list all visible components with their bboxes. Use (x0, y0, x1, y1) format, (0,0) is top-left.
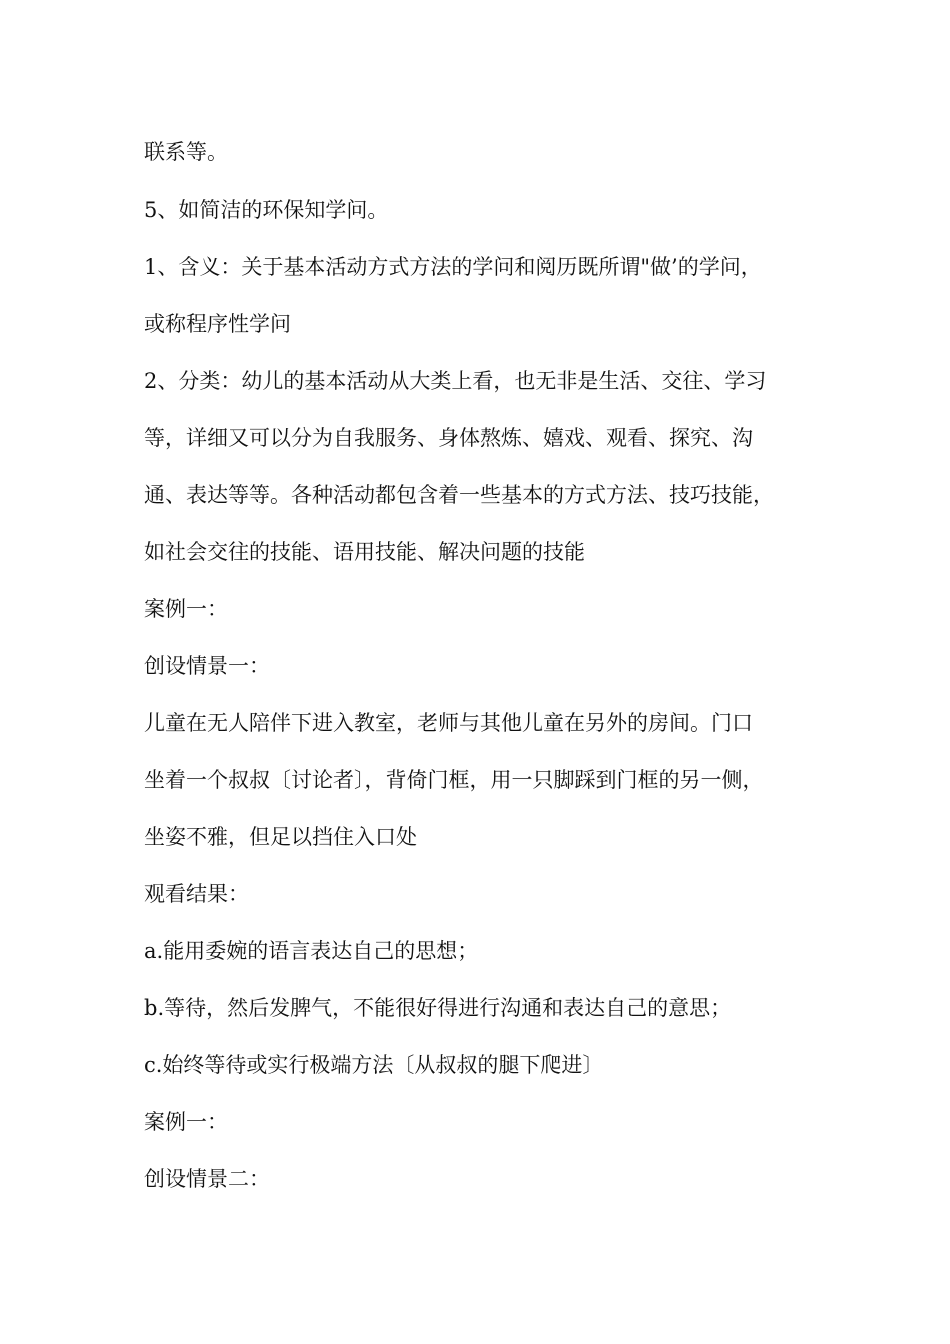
text-line: 5、如简洁的环保知学问。 (144, 198, 389, 222)
text-line: 坐着一个叔叔〔讨论者〕，背倚门框，用一只脚踩到门框的另一侧， (144, 768, 764, 792)
text-line: 1、含义：关于基本活动方式方法的学问和阅历既所谓"做’的学问， (144, 255, 762, 279)
text-line: 创设情景一： (144, 654, 270, 678)
text-line: 如社会交往的技能、语用技能、解决问题的技能 (144, 540, 585, 564)
text-line: c.始终等待或实行极端方法〔从叔叔的腿下爬进〕 (144, 1053, 604, 1077)
text-line: 案例一： (144, 597, 228, 621)
text-line: 坐姿不雅，但足以挡住入口处 (144, 825, 417, 849)
text-line: 联系等。 (144, 140, 228, 164)
text-line: 儿童在无人陪伴下进入教室，老师与其他儿童在另外的房间。门口 (144, 711, 753, 735)
text-line: 通、表达等等。各种活动都包含着一些基本的方式方法、技巧技能， (144, 483, 774, 507)
text-line: 2、分类：幼儿的基本活动从大类上看，也无非是生活、交往、学习 (144, 369, 767, 393)
text-line: b.等待，然后发脾气，不能很好得进行沟通和表达自己的意思； (144, 996, 732, 1020)
text-line: 案例一： (144, 1110, 228, 1134)
text-line: 创设情景二： (144, 1167, 270, 1191)
text-line: 等，详细又可以分为自我服务、身体熬炼、嬉戏、观看、探究、沟 (144, 426, 753, 450)
text-line: 观看结果： (144, 882, 249, 906)
text-line: a.能用委婉的语言表达自己的思想； (144, 939, 479, 963)
text-line: 或称程序性学问 (144, 312, 291, 336)
